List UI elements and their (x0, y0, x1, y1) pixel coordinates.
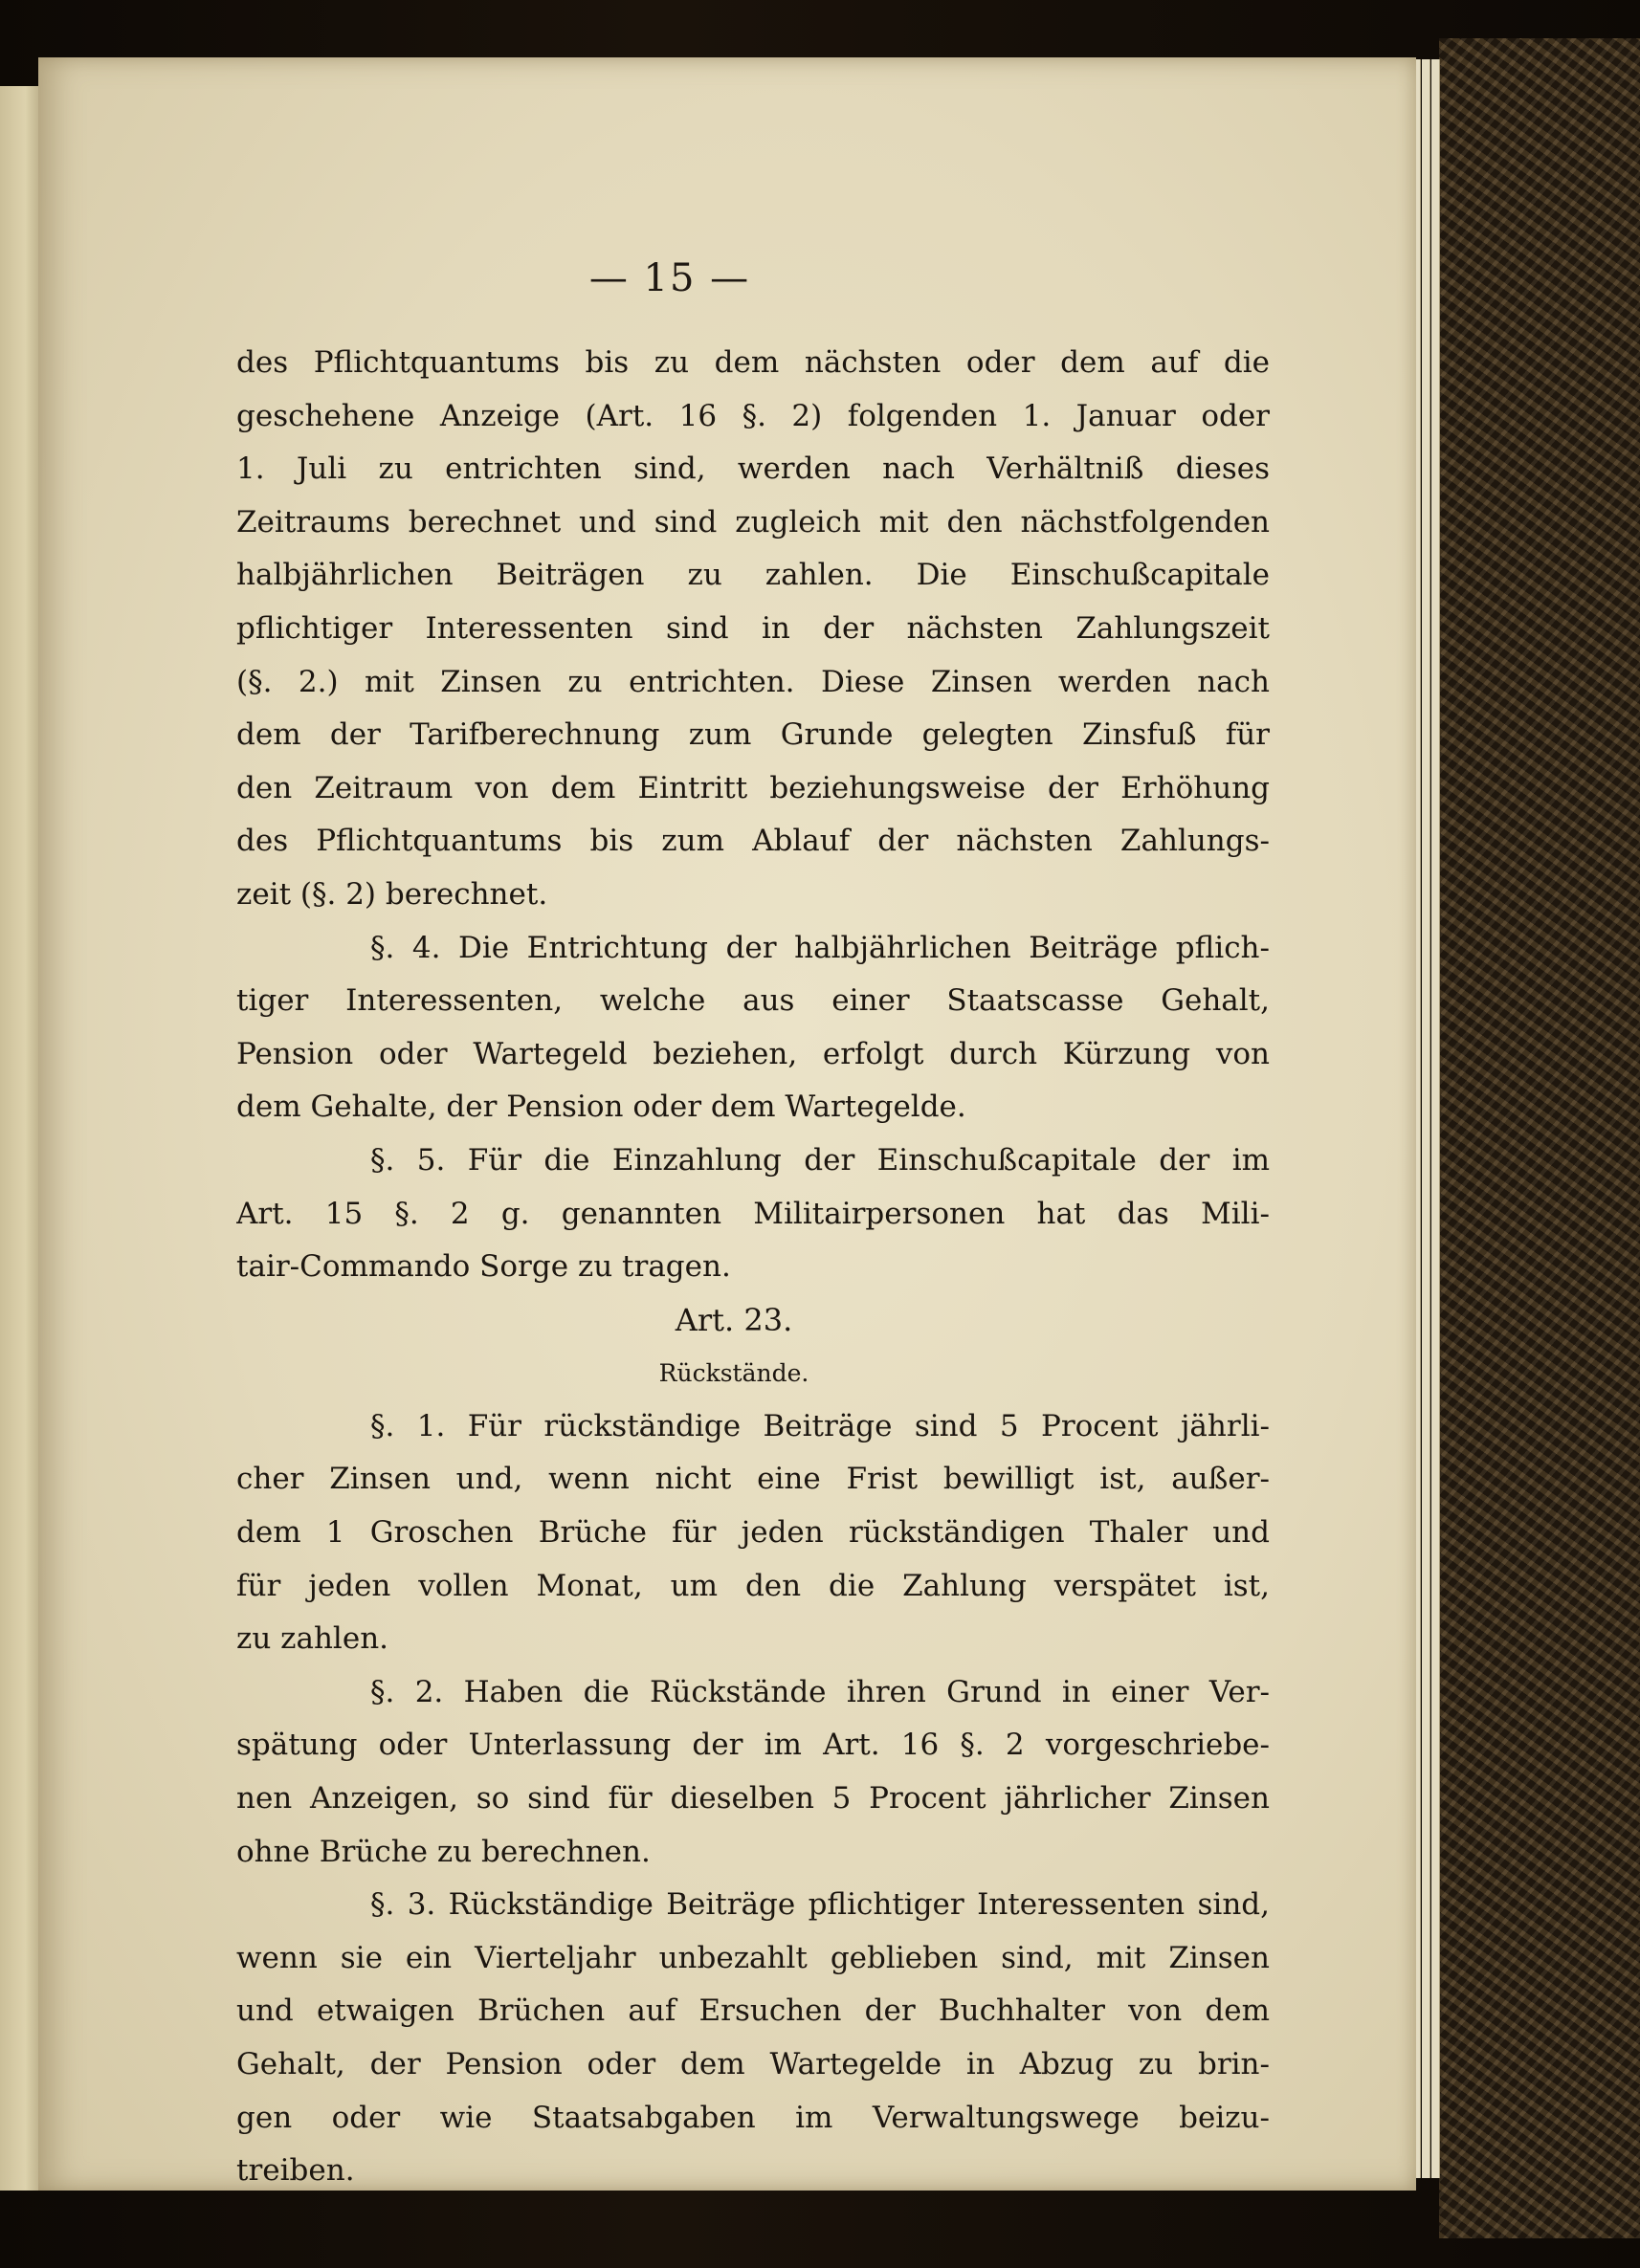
book-page (38, 57, 1416, 2191)
text-line: Zeitraums berechnet und sind zugleich mit den nächstfolgenden (236, 504, 1270, 539)
text-line: des Pflichtquantums bis zu dem nächsten oder dem auf die (236, 345, 1270, 380)
paragraph-5-line: Art. 15 §. 2 g. genannten Militairpersonen hat das Mili- (236, 1196, 1270, 1231)
article-23-paragraph-1-line: zu zahlen. (236, 1621, 389, 1657)
paragraph-5-line: §. 5. Für die Einzahlung der Einschußcapitale der im (370, 1142, 1270, 1178)
article-23-paragraph-3-line: Gehalt, der Pension oder dem Wartegelde in Abzug zu brin- (236, 2047, 1270, 2081)
text-line: 1. Juli zu entrichten sind, werden nach Verhältniß dieses (236, 451, 1270, 487)
article-23-paragraph-2-line: nen Anzeigen, so sind für dieselben 5 Procent jährlicher Zinsen (236, 1781, 1270, 1817)
article-23-paragraph-3-line: wenn sie ein Vierteljahr unbezahlt geblieben sind, mit Zinsen (236, 1940, 1270, 1975)
article-23-paragraph-3-line: treiben. (236, 2153, 355, 2189)
article-23-paragraph-1-line: dem 1 Groschen Brüche für jeden rückständigen Thaler und (236, 1515, 1270, 1551)
marbled-cover (1439, 38, 1640, 2238)
page-stack-edge (1431, 59, 1440, 2178)
text-line: halbjährlichen Beiträgen zu zahlen. Die Einschußcapitale (236, 558, 1270, 593)
article-23-paragraph-3-line: gen oder wie Staatsabgaben im Verwaltungswege beizu- (236, 2100, 1270, 2135)
paragraph-4-line: tiger Interessenten, welche aus einer Staatscasse Gehalt, (236, 983, 1270, 1019)
text-line: geschehene Anzeige (Art. 16 §. 2) folgenden 1. Januar oder (236, 398, 1270, 433)
text-line: zeit (§. 2) berechnet. (236, 876, 548, 912)
article-23-paragraph-3-line: und etwaigen Brüchen auf Ersuchen der Buchhalter von dem (236, 1993, 1270, 2029)
text-line: den Zeitraum von dem Eintritt beziehungsweise der Erhöhung (236, 770, 1270, 805)
paragraph-4-line: dem Gehalte, der Pension oder dem Wartegelde. (236, 1090, 966, 1125)
article-23-paragraph-1-line: cher Zinsen und, wenn nicht eine Frist bewilligt ist, außer- (236, 1462, 1270, 1497)
paragraph-4-line: Pension oder Wartegeld beziehen, erfolgt durch Kürzung von (236, 1036, 1270, 1071)
facing-page-edge (0, 86, 42, 2191)
article-subheading: Rückstände. (658, 1359, 809, 1388)
article-23-paragraph-2-line: §. 2. Haben die Rückstände ihren Grund in einer Ver- (370, 1674, 1270, 1709)
page-text (236, 337, 1270, 2198)
article-23-paragraph-3-line: §. 3. Rückständige Beiträge pflichtiger Interessenten sind, (370, 1887, 1270, 1923)
article-23-paragraph-2-line: spätung oder Unterlassung der im Art. 16 §. 2 vorgeschriebe- (236, 1728, 1270, 1763)
paragraph-4-line: §. 4. Die Entrichtung der halbjährlichen Beiträge pflich- (370, 930, 1270, 965)
text-line: dem der Tarifberechnung zum Grunde gelegten Zinsfuß für (236, 717, 1270, 753)
article-23-paragraph-1-line: §. 1. Für rückständige Beiträge sind 5 Procent jährli- (370, 1408, 1270, 1443)
text-line: des Pflichtquantums bis zum Ablauf der nächsten Zahlungs- (236, 824, 1270, 859)
page-number: — 15 — (588, 256, 751, 300)
article-23-paragraph-2-line: ohne Brüche zu berechnen. (236, 1834, 651, 1869)
text-line: (§. 2.) mit Zinsen zu entrichten. Diese Zinsen werden nach (236, 664, 1270, 699)
article-heading: Art. 23. (675, 1301, 793, 1338)
text-line: pflichtiger Interessenten sind in der nächsten Zahlungszeit (236, 610, 1270, 646)
paragraph-5-line: tair-Commando Sorge zu tragen. (236, 1249, 731, 1285)
page-stack-edge (1422, 59, 1430, 2178)
article-23-paragraph-1-line: für jeden vollen Monat, um den die Zahlung verspätet ist, (236, 1568, 1270, 1603)
